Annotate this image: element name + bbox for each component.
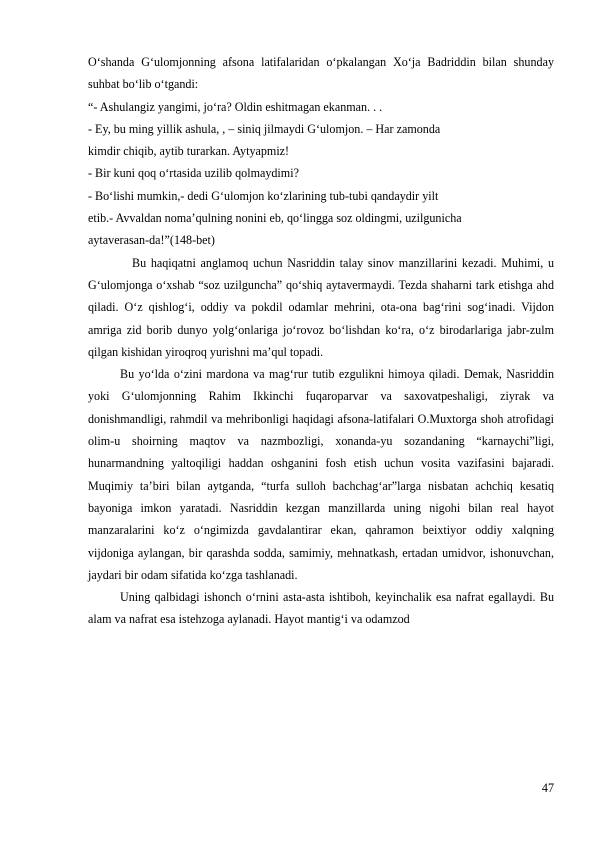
dialogue-line: - Bo‘lishi mumkin,- dedi G‘ulomjon ko‘zlarining tub-tubi qandaydir yilt [88,188,439,203]
dialogue-line: kimdir chiqib, aytib turarkan. Aytyapmiz! [88,144,290,159]
body-paragraph: Bu haqiqatni anglamoq uchun Nasriddin talay sinov manzillarini kezadi. Muhimi, u G‘ulomjonga o‘xshab “soz uzilguncha” qo‘shiq aytavermaydi. Tezda shaharni tark etishga ahd qiladi. O‘z qishlog‘i, oddiy va pokdil odamlar mehrini, ota-ona bag‘rini sog‘inadi. Vijdon amriga zid borib dunyo yolg‘onlariga jo‘rovoz bo‘lishdan ko‘ra, o‘z birodarlariga jabr-zulm qilgan kishidan yiroqroq yurishni ma’qul topadi. [88,255,554,359]
dialogue-line: - Ey, bu ming yillik ashula, , – siniq jilmaydi G‘ulomjon. – Har zamonda [88,121,441,136]
dialogue-line: - Bir kuni qoq o‘rtasida uzilib qolmaydimi? [88,166,299,181]
dialogue-line: “- Ashulangiz yangimi, jo‘ra? Oldin eshitmagan ekanman. . . [88,99,383,114]
dialogue-line: etib.- Avvaldan noma’qulning nonini eb, qo‘lingga soz oldingmi, uzilgunicha [88,211,462,226]
body-paragraph: Uning qalbidagi ishonch o‘rnini asta-asta ishtiboh, keyinchalik esa nafrat egallaydi. Bu alam va nafrat esa istehzoga aylanadi. Hayot mantig‘i va odamzod [88,590,554,627]
body-paragraph: Bu yo‘lda o‘zini mardona va mag‘rur tutib ezgulikni himoya qiladi. Demak, Nasriddin yoki G‘ulomjonning Rahim Ikkinchi fuqaroparvar va saxovatpeshaligi, ziyrak va donishmandligi, rahmdil va mehribonligi haqidagi afsona-latifalari O.Muxtorga shoh atrofidagi olim-u shoirning maqtov va nazmbozligi, xonanda-yu sozandaning “karnaychi”ligi, hunarmandning yaltoqiligi haddan oshganini fosh etish uchun vosita vazifasini bajaradi. Muqimiy ta’biri bilan aytganda, “turfa sulloh bachchag‘ar”larga nisbatan achchiq kesatiq bayoniga imkon yaratadi. Nasriddin kezgan manzillarda uning nigohi bilan real hayot manzaralarini ko‘z o‘ngimizda gavdalantirar ekan, qahramon beixtiyor oddiy xalqning vijdoniga aylangan, bir qarashda sodda, samimiy, mehnatkash, ertadan umidvor, ishonuvchan, jaydari bir odam sifatida ko‘zga tashlanadi. [88,367,554,582]
page-number: 47 [541,781,554,795]
page-content [88,51,554,631]
dialogue-line: aytaverasan-da!”(148-bet) [88,233,215,248]
intro-paragraph: O‘shanda G‘ulomjonning afsona latifalaridan o‘pkalangan Xo‘ja Badriddin bilan shunday suhbat bo‘lib o‘tgandi: [88,55,554,92]
dialogue-block [88,96,554,252]
